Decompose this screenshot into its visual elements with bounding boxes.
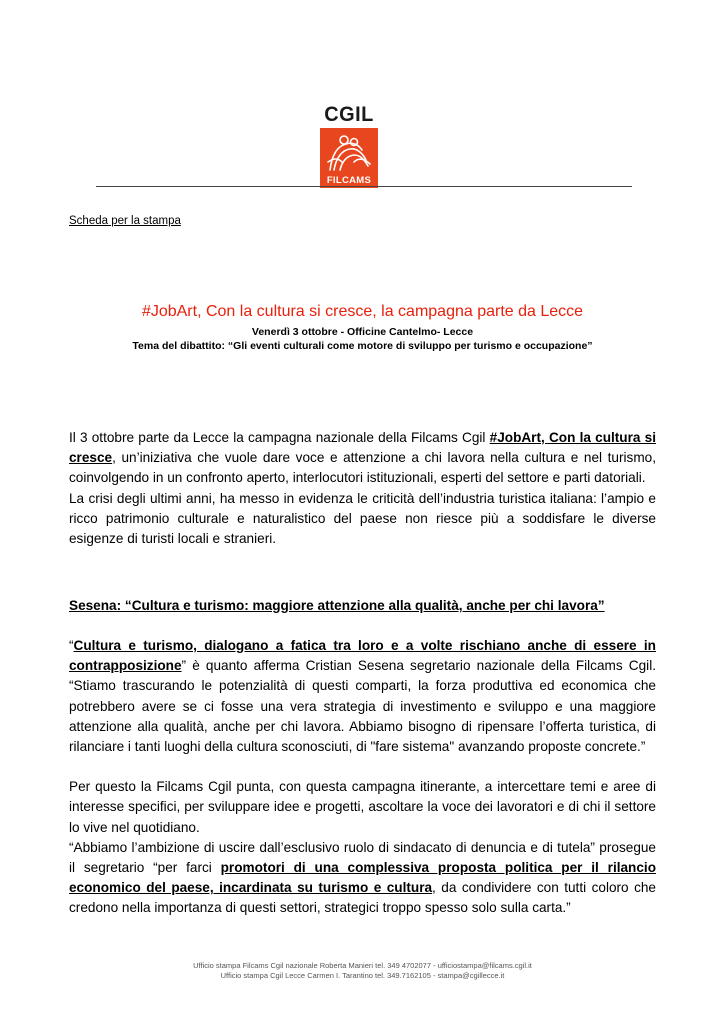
proposal-highlight: promotori di una complessiva proposta politica per il rilancio economico del paese, incardinata su turismo e cultura [69, 860, 656, 896]
quote-paragraph-2: Per questo la Filcams Cgil punta, con questa campagna itinerante, a intercettare temi e aree di interesse specifici, per sviluppare idee e progetti, ascoltare la voce dei lavoratori e di chi il settore lo vive nel quotidiano. [69, 779, 656, 835]
cgil-filcams-logo [320, 105, 378, 188]
quote-paragraph-3 [69, 838, 656, 919]
quote-text-a: “Abbiamo l’ambizione di uscire dall’esclusivo ruolo di sindacato di denuncia e di tutela” prosegue il segretario “per farci [69, 839, 656, 876]
logo-filcams-text: FILCAMS [326, 175, 372, 186]
campaign-name: #JobArt, Con la cultura si cresce [69, 430, 656, 466]
footer-contact-2: Ufficio stampa Cgil Lecce Carmen I. Tarantino tel. 349.7162105 - stampa@cgillecce.it [220, 971, 505, 980]
open-quote: “ [69, 638, 74, 653]
quote-text: ” è quanto afferma Cristian Sesena segretario nazionale della Filcams Cgil. “Stiamo trascurando le potenzialità di questi comparti, la forza produttiva ed economica che potrebbero avere se ci fosse una vera strategia di investimento e sviluppo e una maggiore attenzione alla qualità, anche per chi lavora. Abbiamo bisogno di ripensare l’offerta turistica, di rilanciare i tanti luoghi della cultura sconosciuti, di "fare sistema" avanzando proposte concrete.” [69, 658, 656, 755]
quote-paragraph-1 [69, 636, 656, 757]
intro-text: Il 3 ottobre parte da Lecce la campagna nazionale della Filcams Cgil [69, 430, 490, 445]
debate-theme: Tema del dibattito: “Gli eventi culturali come motore di sviluppo per turismo e occupazione” [132, 340, 593, 352]
intro-section [69, 428, 656, 549]
section-heading: Sesena: “Cultura e turismo: maggiore attenzione alla qualità, anche per chi lavora” [69, 598, 605, 613]
logo-cgil-text: CGIL [324, 103, 374, 126]
header-divider [96, 186, 632, 187]
quote-highlight: Cultura e turismo, dialogano a fatica tra loro e a volte rischiano anche di essere in contrapposizione [69, 638, 656, 674]
footer-contact-1: Ufficio stampa Filcams Cgil nazionale Roberta Manieri tel. 349 4702077 - ufficiostampa@filcams.cgil.it [193, 961, 532, 970]
intro-text-cont: , un’iniziativa che vuole dare voce e attenzione a chi lavora nella cultura e nel turismo, coinvolgendo in un confronto aperto, interlocutori istituzionali, esperti del settore e parti datoriali. [69, 450, 656, 486]
event-date-location: Venerdì 3 ottobre - Officine Cantelmo- Lecce [251, 326, 474, 338]
quote-section [69, 636, 656, 919]
intro-paragraph-1 [69, 428, 656, 489]
logo-figures-icon [324, 132, 374, 174]
logo-box [320, 128, 378, 188]
quote-text-c: , da condividere con tutti coloro che credono nella importanza di questi settori, strategici troppo spesso solo sulla carta.” [69, 880, 656, 916]
press-release-title: #JobArt, Con la cultura si cresce, la campagna parte da Lecce [141, 303, 584, 320]
intro-paragraph-2: La crisi degli ultimi anni, ha messo in evidenza le criticità dell’industria turistica italiana: l’ampio e ricco patrimonio culturale e naturalistico del paese non riesce più a soddisfare le diverse esigenze di turisti locali e stranieri. [69, 490, 656, 547]
document-type-label: Scheda per la stampa [69, 215, 181, 227]
